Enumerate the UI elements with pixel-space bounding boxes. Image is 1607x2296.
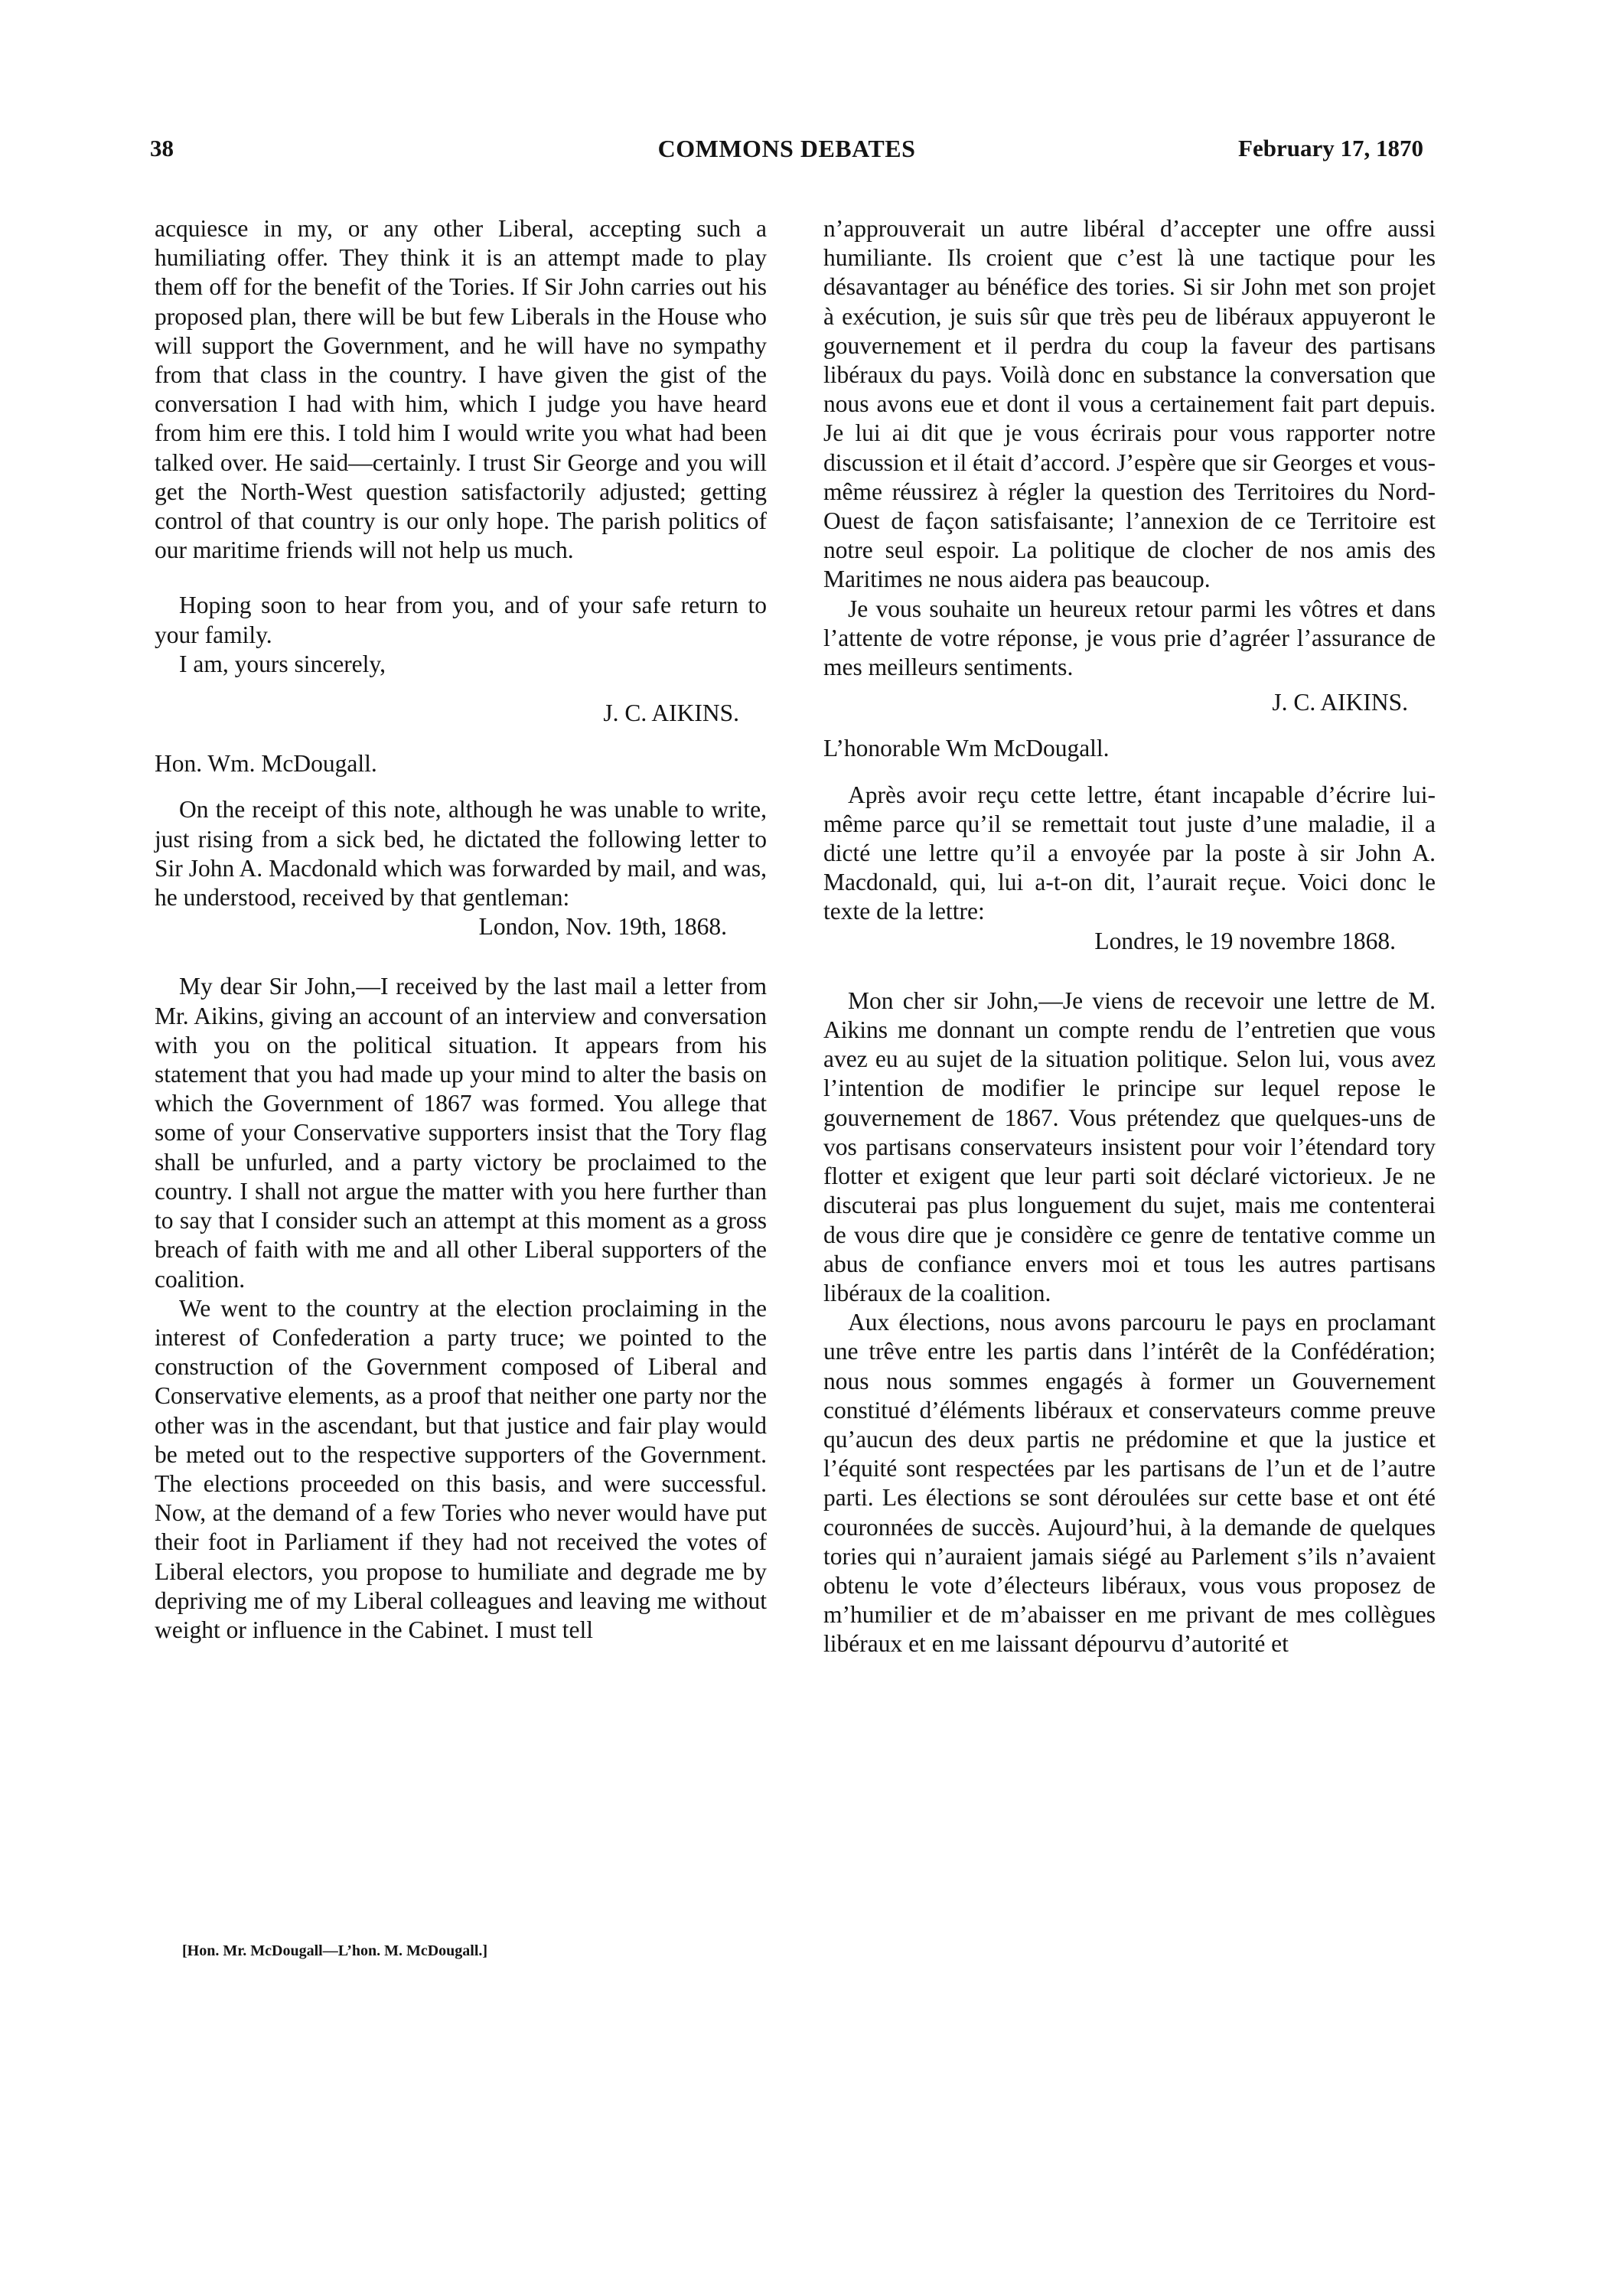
addressee: Hon. Wm. McDougall.: [155, 750, 377, 778]
english-column: [155, 214, 767, 1645]
french-paragraph: Aux élections, nous avons parcouru le pays en proclamant une trêve entre les partis dans l’intérêt de la Confédération; nous nous sommes engagés à former un Gouvernement constitué d’éléments libéraux et conservateurs comme preuve qu’aucun des deux partis ne prédomine et que la justice et l’équité sont respectées par les partisans de l’un et de l’autre parti. Les élections se sont déroulées sur cette base et ont été couronnées de succès. Aujourd’hui, à la demande de quelques tories qui n’auraient jamais siégé au Parlement s’ils n’avaient obtenu le vote d’électeurs libéraux, vous vous proposez de m’humilier et de m’abaisser en me privant de mes collègues libéraux et en me laissant dépourvu d’autorité et: [823, 1309, 1436, 1658]
running-title: COMMONS DEBATES: [657, 135, 916, 162]
signature: J. C. AIKINS.: [1272, 689, 1408, 716]
dateline: Londres, le 19 novembre 1868.: [1094, 927, 1396, 954]
english-paragraph: acquiesce in my, or any other Liberal, accepting such a humiliating offer. They think it is an attempt made to play them off for the benefit of the Tories. If Sir John carries out his proposed plan, there will be but few Liberals in the House who will support the Government, and he will have no sympathy from that class in the country. I have given the gist of the conversation I had with him, which I judge you have heard from him ere this. I told him I would write you what had been talked over. He said—certainly. I trust Sir George and you will get the North-West question satisfactorily adjusted; getting control of that country is our only hope. The parish politics of our maritime friends will not help us much.: [155, 215, 767, 564]
french-paragraph: Après avoir reçu cette lettre, étant incapable d’écrire lui-même parce qu’il se remettait tout juste d’une maladie, il a dicté une lettre qu’il a envoyée par la poste à sir John A. Macdonald, qui, lui a-t-on dit, l’aurait reçue. Voici donc le texte de la lettre:: [823, 781, 1436, 925]
page-date: February 17, 1870: [1238, 135, 1423, 161]
signature: J. C. AIKINS.: [603, 700, 739, 727]
english-paragraph: We went to the country at the election proclaiming in the interest of Confederation a party truce; we pointed to the construction of the Government composed of Liberal and Conservative elements, as a proof that neither one party nor the other was in the ascendant, but that justice and fair play would be meted out to the respective supporters of the Government. The elections proceeded on this basis, and were successful. Now, at the demand of a few Tories who never would have put their foot in Parliament if they had not received the votes of Liberal electors, you propose to humiliate and degrade me by depriving me of my Liberal colleagues and leaving me without weight or influence in the Cabinet. I must tell: [155, 1294, 767, 1643]
english-paragraph: My dear Sir John,—I received by the last mail a letter from Mr. Aikins, giving an account of an interview and conversation with you on the political situation. It appears from his statement that you had made up your mind to alter the basis on which the Government of 1867 was formed. You allege that some of your Conservative supporters insist that the Tory flag shall be unfurled, and a party victory be proclaimed to the country. I shall not argue the matter with you here further than to say that I consider such an attempt at this moment as a gross breach of faith with me and all other Liberal supporters of the coalition.: [155, 973, 767, 1293]
french-paragraph: n’approuverait un autre libéral d’accepter une offre aussi humiliante. Ils croient que c’est là une tactique pour les désavantager au bénéfice des tories. Si sir John met son projet à exécution, je suis sûr que très peu de libéraux appuyeront le gouvernement et il perdra du coup la faveur des partisans libéraux du pays. Voilà donc en substance la conversation que nous avons eue et dont il vous a certainement fait part depuis. Je lui ai dit que je vous écrirais pour vous rapporter notre discussion et il était d’accord. J’espère que sir Georges et vous-même réussirez à régler la question des Territoires du Nord-Ouest de façon satisfaisante; l’annexion de ce Territoire est notre seul espoir. La politique de clocher de nos amis des Maritimes ne nous aidera pas beaucoup.: [823, 215, 1436, 593]
english-paragraph: On the receipt of this note, although he was unable to write, just rising from a sick bed, he dictated the following letter to Sir John A. Macdonald which was forwarded by mail, and was, he understood, received by that gentleman:: [155, 796, 767, 912]
english-paragraph: Hoping soon to hear from you, and of your safe return to your family.: [155, 592, 767, 648]
dateline: London, Nov. 19th, 1868.: [478, 913, 727, 941]
french-paragraph: Mon cher sir John,—Je viens de recevoir une lettre de M. Aikins me donnant un compte rendu de l’entretien que vous avez eu au sujet de la situation politique. Selon lui, vous avez l’intention de modifier le principe sur lequel repose le gouvernement de 1867. Vous prétendez que quelques-uns de vos partisans conservateurs insistent pour voir l’étendard tory flotter et exigent que leur parti soit déclaré victorieux. Je ne discuterai pas plus longuement du sujet, mais me contenterai de vous dire que je considère ce genre de tentative comme un abus de confiance envers moi et tous les autres partisans libéraux de la coalition.: [823, 987, 1436, 1306]
letter-closing: I am, yours sincerely,: [179, 650, 386, 677]
speaker-footnote: [Hon. Mr. McDougall—L’hon. M. McDougall.]: [182, 1942, 488, 1959]
page-number: 38: [150, 135, 174, 161]
addressee: L’honorable Wm McDougall.: [823, 735, 1110, 762]
page-header: [150, 135, 1423, 171]
french-column: [823, 214, 1436, 1659]
french-paragraph: Je vous souhaite un heureux retour parmi les vôtres et dans l’attente de votre réponse, je vous prie d’agréer l’assurance de mes meilleurs sentiments.: [823, 595, 1436, 681]
